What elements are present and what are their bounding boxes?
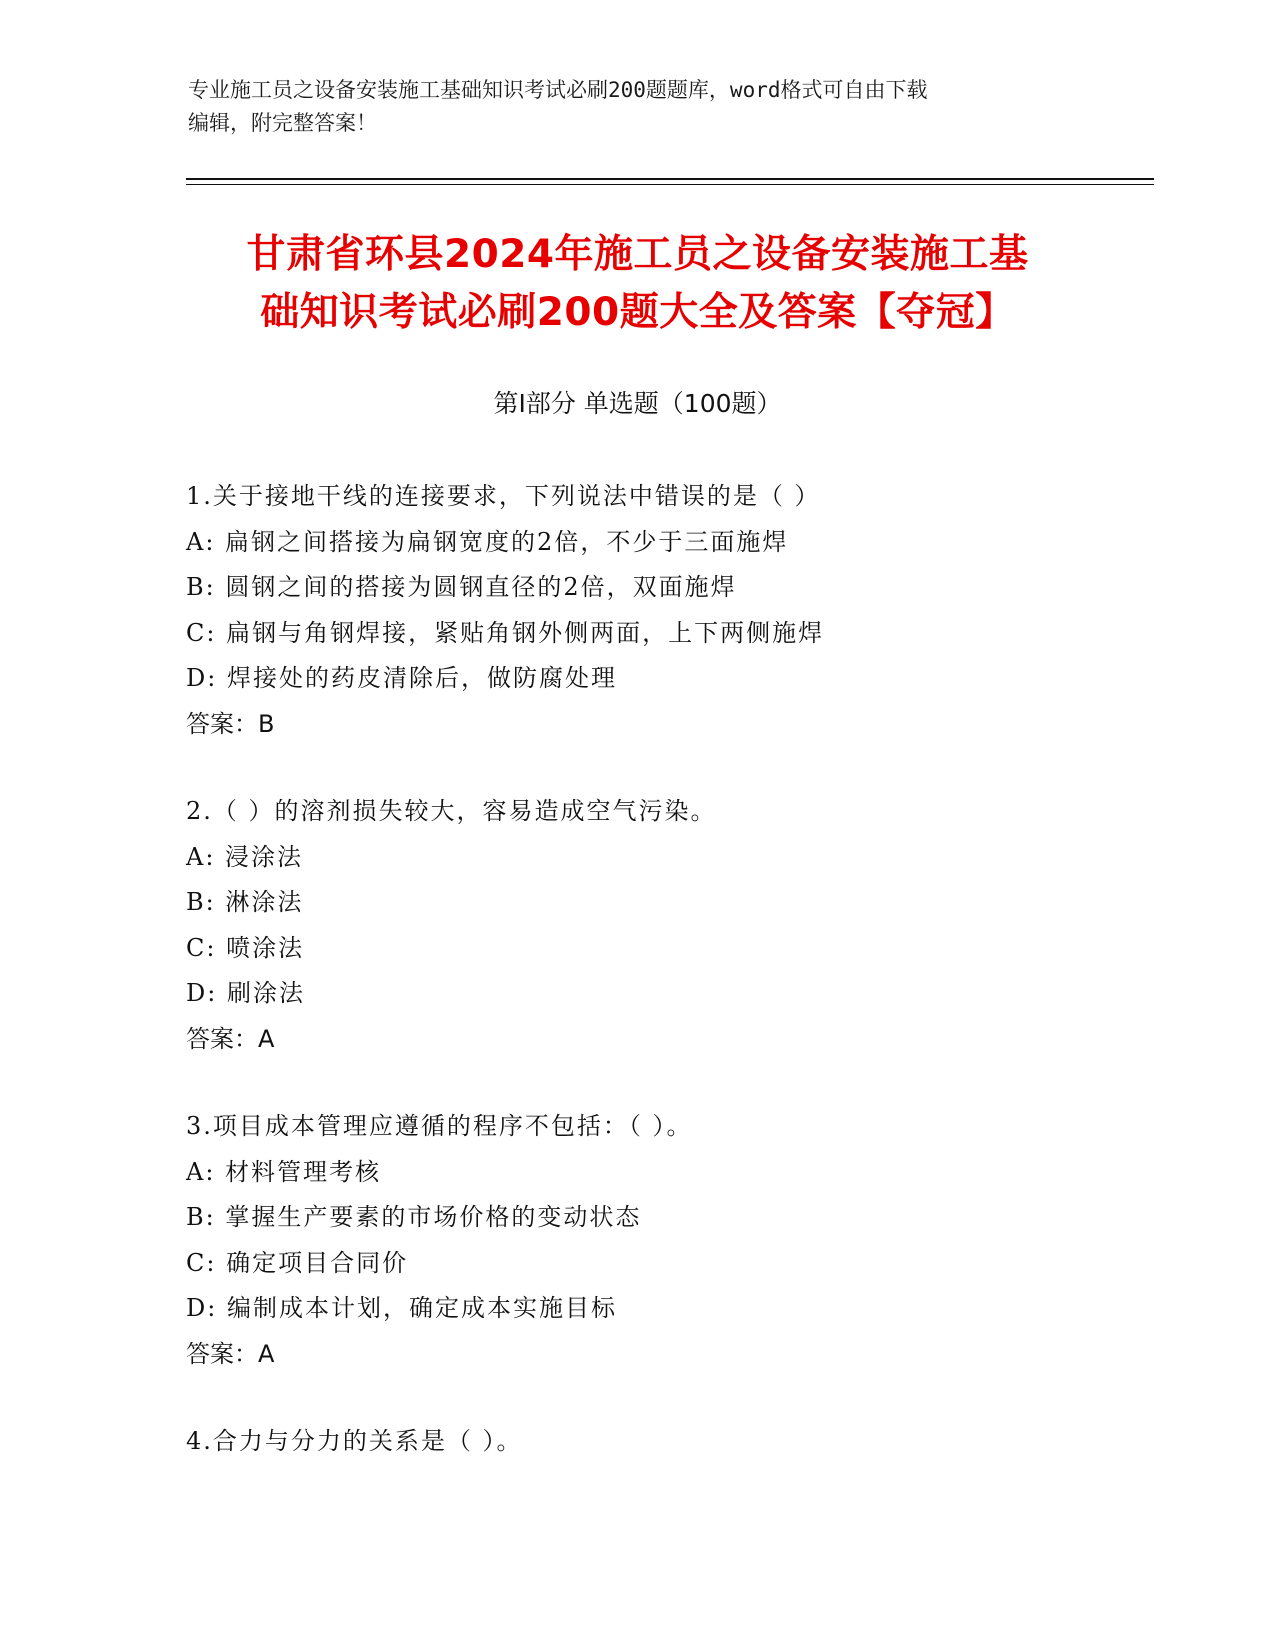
option-c: C: 扁钢与角钢焊接，紧贴角钢外侧两面，上下两侧施焊 <box>186 618 825 647</box>
answer: 答案：B <box>186 709 275 738</box>
header-divider-thick <box>186 178 1154 180</box>
document-title-line-2: 础知识考试必刷200题大全及答案【夺冠】 <box>260 290 1015 335</box>
option-d: D: 编制成本计划，确定成本实施目标 <box>186 1294 617 1322</box>
option-d: D: 刷涂法 <box>186 979 305 1007</box>
header-note-line-1: 专业施工员之设备安装施工基础知识考试必刷200题题库，word格式可自由下载 <box>188 78 928 102</box>
question-stem: 2.（ ）的溶剂损失较大，容易造成空气污染。 <box>186 797 717 825</box>
option-d: D: 焊接处的药皮清除后，做防腐处理 <box>186 664 617 692</box>
option-c: C: 喷涂法 <box>186 933 305 962</box>
question-1 <box>186 474 1146 747</box>
header-note <box>188 74 1088 140</box>
option-a: A: 浸涂法 <box>186 842 304 871</box>
option-a: A: 扁钢之间搭接为扁钢宽度的2倍，不少于三面施焊 <box>186 527 789 556</box>
document-title <box>170 226 1105 342</box>
header-divider-thin <box>186 184 1154 185</box>
answer: 答案：A <box>186 1024 275 1053</box>
question-stem: 1.关于接地干线的连接要求，下列说法中错误的是（ ） <box>186 482 821 510</box>
section-title: 第Ⅰ部分 单选题（100题） <box>493 389 782 418</box>
option-c: C: 确定项目合同价 <box>186 1248 409 1277</box>
question-3 <box>186 1104 1146 1377</box>
document-title-line-1: 甘肃省环县2024年施工员之设备安装施工基 <box>246 232 1029 277</box>
option-b: B: 圆钢之间的搭接为圆钢直径的2倍，双面施焊 <box>186 573 737 601</box>
question-stem: 4.合力与分力的关系是（ ）。 <box>186 1427 523 1455</box>
option-a: A: 材料管理考核 <box>186 1157 382 1186</box>
question-list <box>186 474 1146 1507</box>
header-note-line-2: 编辑，附完整答案！ <box>188 111 377 135</box>
answer: 答案：A <box>186 1339 275 1368</box>
option-b: B: 掌握生产要素的市场价格的变动状态 <box>186 1203 642 1231</box>
question-4 <box>186 1419 1146 1465</box>
question-2 <box>186 789 1146 1062</box>
option-b: B: 淋涂法 <box>186 888 304 916</box>
question-stem: 3.项目成本管理应遵循的程序不包括：（ ）。 <box>186 1112 693 1140</box>
